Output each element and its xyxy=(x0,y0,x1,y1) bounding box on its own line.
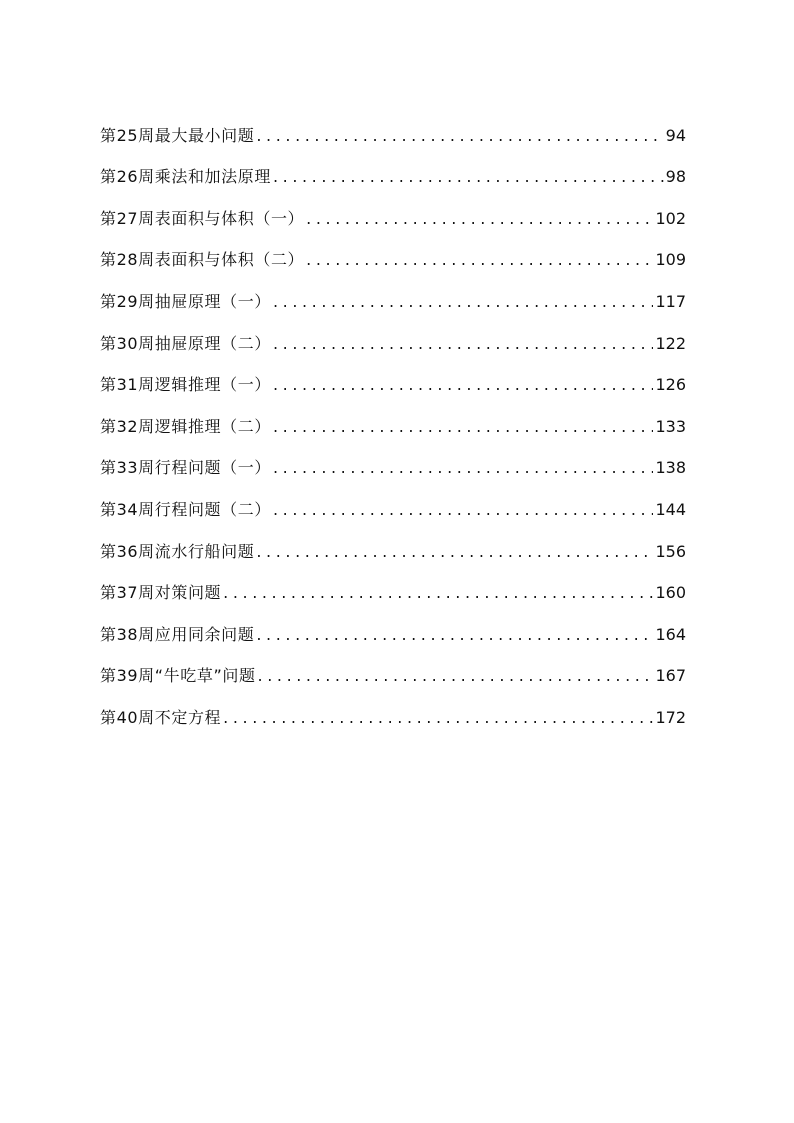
toc-dot-leader xyxy=(256,126,663,146)
toc-entry-page: 126 xyxy=(655,375,686,395)
table-of-contents xyxy=(100,104,686,728)
toc-entry[interactable] xyxy=(100,312,686,354)
toc-entry-title: 第29周抽屉原理（一） xyxy=(100,291,271,311)
toc-entry-page: 122 xyxy=(655,333,686,353)
toc-entry-page: 98 xyxy=(665,167,686,187)
toc-dot-leader xyxy=(306,209,653,229)
toc-entry-page: 117 xyxy=(655,291,686,311)
toc-entry[interactable] xyxy=(100,187,686,229)
toc-entry[interactable] xyxy=(100,645,686,687)
toc-entry-page: 164 xyxy=(655,624,686,644)
toc-dot-leader xyxy=(273,167,664,187)
toc-entry-title: 第27周表面积与体积（一） xyxy=(100,208,305,228)
toc-dot-leader xyxy=(256,542,653,562)
toc-dot-leader xyxy=(258,666,654,686)
toc-dot-leader xyxy=(223,708,653,728)
toc-entry-title: 第34周行程问题（二） xyxy=(100,499,271,519)
toc-entry[interactable] xyxy=(100,603,686,645)
toc-entry-title: 第36周流水行船问题 xyxy=(100,541,255,561)
toc-entry[interactable] xyxy=(100,146,686,188)
toc-entry-title: 第40周不定方程 xyxy=(100,707,222,727)
toc-entry[interactable] xyxy=(100,270,686,312)
toc-dot-leader xyxy=(273,458,653,478)
toc-entry-title: 第30周抽屉原理（二） xyxy=(100,333,271,353)
toc-dot-leader xyxy=(256,625,653,645)
toc-entry[interactable] xyxy=(100,562,686,604)
toc-entry-title: 第38周应用同余问题 xyxy=(100,624,255,644)
toc-dot-leader xyxy=(273,417,653,437)
toc-entry-page: 156 xyxy=(655,541,686,561)
toc-entry[interactable] xyxy=(100,104,686,146)
toc-dot-leader xyxy=(273,375,653,395)
toc-dot-leader xyxy=(273,500,653,520)
toc-entry[interactable] xyxy=(100,229,686,271)
toc-entry-page: 144 xyxy=(655,499,686,519)
toc-entry-page: 94 xyxy=(665,125,686,145)
toc-entry-title: 第25周最大最小问题 xyxy=(100,125,255,145)
toc-entry[interactable] xyxy=(100,686,686,728)
toc-entry-title: 第32周逻辑推理（二） xyxy=(100,416,271,436)
toc-entry[interactable] xyxy=(100,395,686,437)
toc-entry-page: 138 xyxy=(655,458,686,478)
toc-entry-page: 172 xyxy=(655,707,686,727)
toc-entry-title: 第33周行程问题（一） xyxy=(100,458,271,478)
toc-entry-page: 102 xyxy=(655,208,686,228)
toc-entry-title: 第26周乘法和加法原理 xyxy=(100,167,271,187)
toc-dot-leader xyxy=(306,250,653,270)
toc-entry[interactable] xyxy=(100,520,686,562)
toc-entry-title: 第37周对策问题 xyxy=(100,583,222,603)
toc-entry-page: 133 xyxy=(655,416,686,436)
toc-entry[interactable] xyxy=(100,478,686,520)
toc-entry[interactable] xyxy=(100,437,686,479)
toc-entry[interactable] xyxy=(100,354,686,396)
toc-entry-page: 109 xyxy=(655,250,686,270)
toc-entry-title: 第39周“牛吃草”问题 xyxy=(100,666,256,686)
toc-entry-page: 167 xyxy=(655,666,686,686)
toc-entry-title: 第28周表面积与体积（二） xyxy=(100,250,305,270)
toc-dot-leader xyxy=(223,583,653,603)
toc-dot-leader xyxy=(273,292,653,312)
toc-entry-title: 第31周逻辑推理（一） xyxy=(100,375,271,395)
toc-dot-leader xyxy=(273,334,653,354)
toc-entry-page: 160 xyxy=(655,583,686,603)
